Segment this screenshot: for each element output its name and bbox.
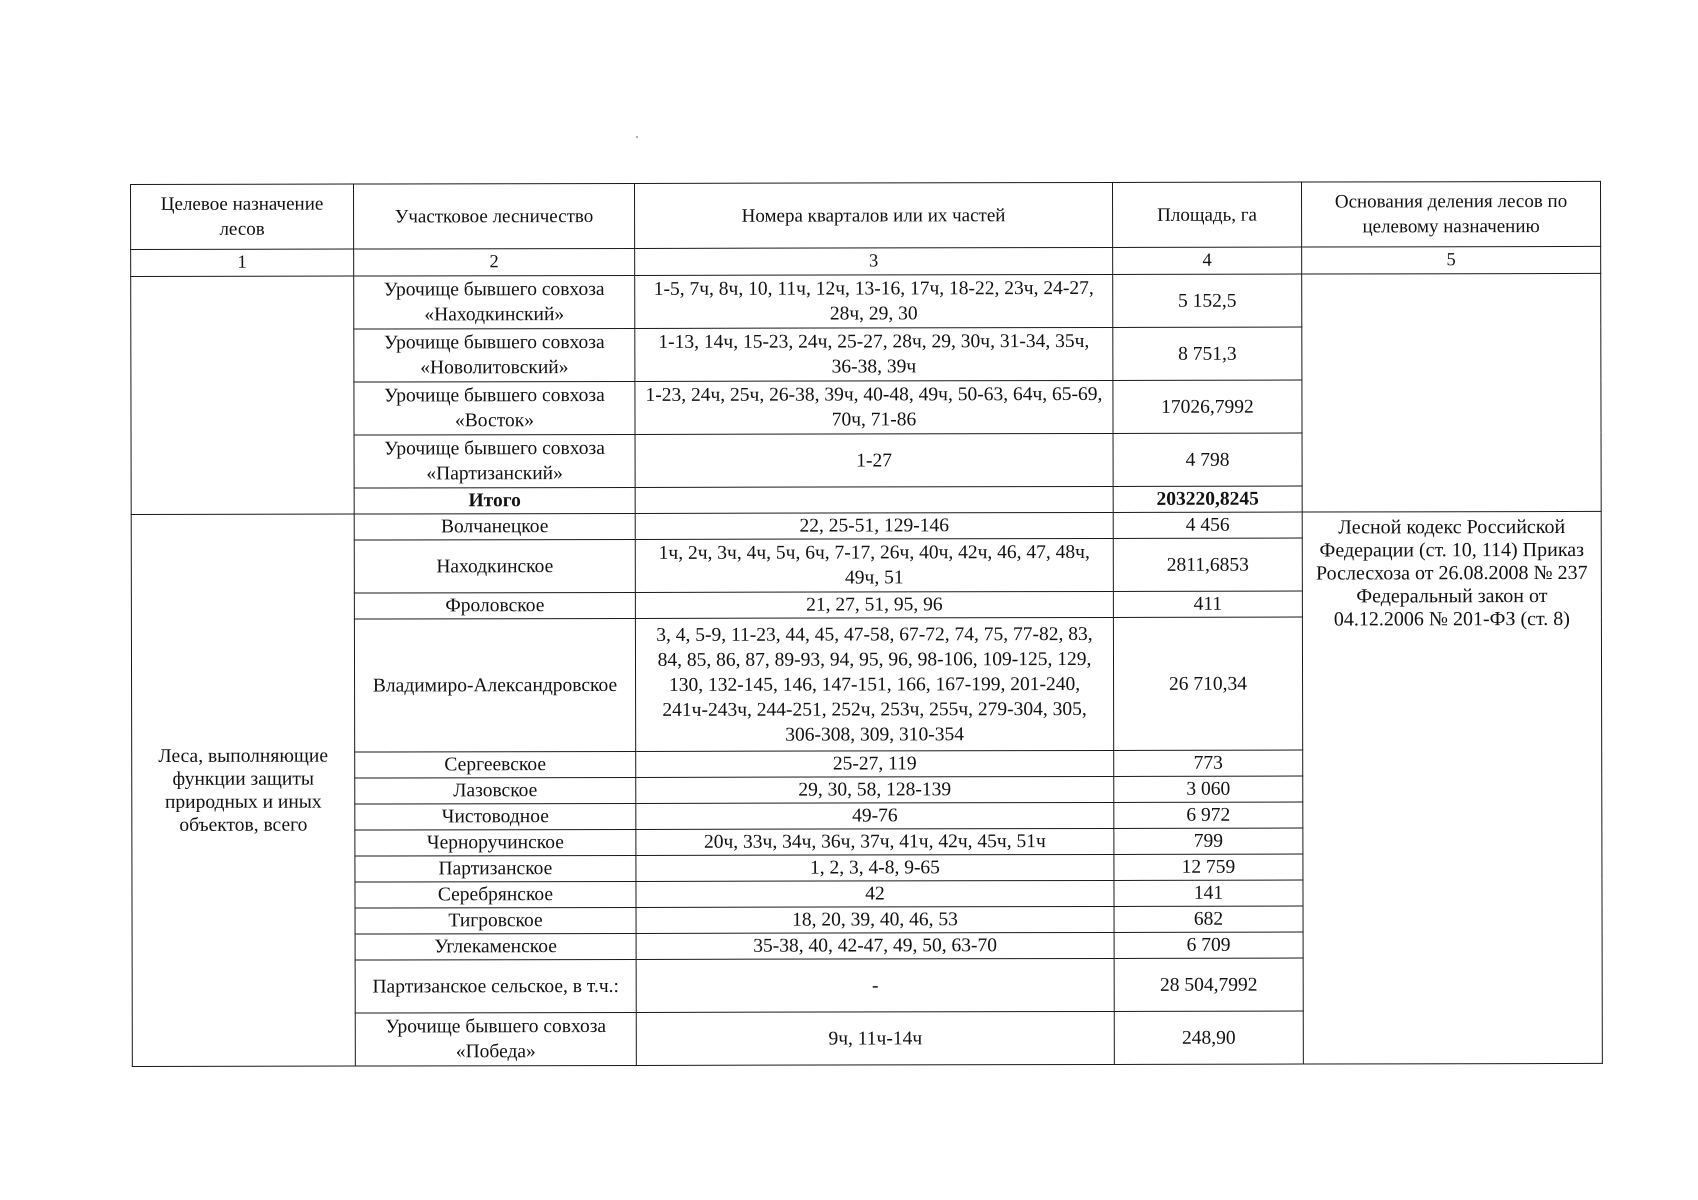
quarters-cell: 1-23, 24ч, 25ч, 26-38, 39ч, 40-48, 49ч, 50-63, 64ч, 65-69, 70ч, 71-86 bbox=[635, 380, 1113, 434]
quarters-cell: 21, 27, 51, 95, 96 bbox=[635, 591, 1113, 618]
forest-purpose-table bbox=[130, 181, 1603, 1067]
quarters-cell: - bbox=[636, 958, 1114, 1012]
forestry-cell: Партизанское bbox=[355, 855, 636, 882]
area-cell: 12 759 bbox=[1114, 854, 1303, 880]
area-cell: 248,90 bbox=[1114, 1011, 1303, 1064]
area-cell: 682 bbox=[1114, 906, 1303, 932]
area-cell: 4 456 bbox=[1113, 512, 1302, 538]
quarters-cell: 1-27 bbox=[635, 433, 1113, 487]
forestry-cell: Фроловское bbox=[354, 592, 635, 619]
purpose-cell: Леса, выполняющие функции защиты природных и иных объектов, всего bbox=[131, 514, 355, 1066]
quarters-cell: 35-38, 40, 42-47, 49, 50, 63-70 bbox=[636, 932, 1114, 959]
forestry-cell: Находкинское bbox=[354, 539, 635, 593]
quarters-cell: 9ч, 11ч-14ч bbox=[636, 1011, 1114, 1065]
area-cell: 411 bbox=[1113, 591, 1302, 617]
area-cell: 141 bbox=[1114, 880, 1303, 906]
area-cell: 4 798 bbox=[1113, 433, 1302, 486]
header-forestry: Участковое лесничество bbox=[354, 183, 635, 249]
column-number-row bbox=[131, 246, 1601, 276]
forestry-cell: Владимиро-Александровское bbox=[354, 618, 635, 752]
forestry-cell: Чистоводное bbox=[355, 803, 636, 830]
forestry-cell: Урочище бывшего совхоза «Партизанский» bbox=[354, 434, 635, 488]
area-cell: 6 709 bbox=[1114, 932, 1303, 958]
area-cell: 2811,6853 bbox=[1113, 538, 1302, 591]
area-cell: 773 bbox=[1114, 750, 1303, 776]
forestry-cell: Урочище бывшего совхоза «Победа» bbox=[355, 1012, 636, 1066]
total-quarters-empty bbox=[635, 486, 1113, 513]
quarters-cell: 49-76 bbox=[636, 802, 1114, 829]
column-number: 1 bbox=[131, 249, 354, 276]
quarters-cell: 20ч, 33ч, 34ч, 36ч, 37ч, 41ч, 42ч, 45ч, 51ч bbox=[636, 828, 1114, 855]
forestry-cell: Сергеевское bbox=[355, 751, 636, 778]
area-cell: 28 504,7992 bbox=[1114, 958, 1303, 1011]
quarters-cell: 3, 4, 5-9, 11-23, 44, 45, 47-58, 67-72, 74, 75, 77-82, 83, 84, 85, 86, 87, 89-93, 94, 95, 96, 98-106, 109-125, 129, 130, 132-145, 146, 147-151, 166, 167-199, 201-240, 241ч-243ч, 244-251, 252ч, 253ч, 255ч, 279-304, 305, 306-308, 309, 310-354 bbox=[635, 617, 1113, 751]
scan-speck bbox=[636, 136, 638, 138]
quarters-cell: 25-27, 119 bbox=[636, 750, 1114, 777]
forestry-cell: Тигровское bbox=[355, 907, 636, 934]
area-cell: 6 972 bbox=[1114, 802, 1303, 828]
forestry-cell: Урочище бывшего совхоза «Восток» bbox=[354, 381, 635, 435]
total-area: 203220,8245 bbox=[1113, 486, 1302, 512]
basis-cell-empty bbox=[1302, 273, 1601, 512]
table-row bbox=[131, 273, 1601, 329]
column-number: 5 bbox=[1302, 246, 1601, 274]
header-basis: Основания деления лесов по целевому назначению bbox=[1301, 181, 1600, 247]
total-label: Итого bbox=[354, 487, 635, 514]
forestry-cell: Лазовское bbox=[355, 777, 636, 804]
area-cell: 17026,7992 bbox=[1113, 380, 1302, 433]
header-area: Площадь, га bbox=[1112, 182, 1301, 247]
forestry-cell: Урочище бывшего совхоза «Находкинский» bbox=[354, 275, 635, 329]
forestry-cell: Волчанецкое bbox=[354, 513, 635, 540]
forestry-cell: Урочище бывшего совхоза «Новолитовский» bbox=[354, 328, 635, 382]
table-header-row bbox=[131, 181, 1601, 249]
area-cell: 26 710,34 bbox=[1113, 617, 1302, 750]
forestry-cell: Черноручинское bbox=[355, 829, 636, 856]
quarters-cell: 18, 20, 39, 40, 46, 53 bbox=[636, 906, 1114, 933]
forestry-cell: Серебрянское bbox=[355, 881, 636, 908]
column-number: 2 bbox=[354, 248, 635, 276]
column-number: 4 bbox=[1113, 247, 1302, 274]
quarters-cell: 42 bbox=[636, 880, 1114, 907]
quarters-cell: 1-5, 7ч, 8ч, 10, 11ч, 12ч, 13-16, 17ч, 18-22, 23ч, 24-27, 28ч, 29, 30 bbox=[635, 274, 1113, 328]
forestry-cell: Партизанское сельское, в т.ч.: bbox=[355, 959, 636, 1013]
quarters-cell: 29, 30, 58, 128-139 bbox=[636, 776, 1114, 803]
area-cell: 8 751,3 bbox=[1113, 327, 1302, 380]
header-purpose: Целевое назначение лесов bbox=[131, 184, 354, 249]
purpose-cell-empty bbox=[131, 276, 354, 514]
column-number: 3 bbox=[635, 247, 1113, 275]
quarters-cell: 1ч, 2ч, 3ч, 4ч, 5ч, 6ч, 7-17, 26ч, 40ч, 42ч, 46, 47, 48ч, 49ч, 51 bbox=[635, 538, 1113, 592]
header-quarters: Номера кварталов или их частей bbox=[634, 182, 1112, 248]
table-row bbox=[131, 511, 1601, 540]
area-cell: 5 152,5 bbox=[1113, 274, 1302, 327]
quarters-cell: 1-13, 14ч, 15-23, 24ч, 25-27, 28ч, 29, 30ч, 31-34, 35ч, 36-38, 39ч bbox=[635, 327, 1113, 381]
area-cell: 3 060 bbox=[1114, 776, 1303, 802]
forestry-cell: Углекаменское bbox=[355, 933, 636, 960]
basis-cell: Лесной кодекс Российской Федерации (ст. 10, 114) Приказ Рослесхоза от 26.08.2008 № 237 Федеральный закон от 04.12.2006 № 201-ФЗ (ст. 8) bbox=[1302, 511, 1602, 1064]
quarters-cell: 22, 25-51, 129-146 bbox=[635, 512, 1113, 539]
quarters-cell: 1, 2, 3, 4-8, 9-65 bbox=[636, 854, 1114, 881]
area-cell: 799 bbox=[1114, 828, 1303, 854]
